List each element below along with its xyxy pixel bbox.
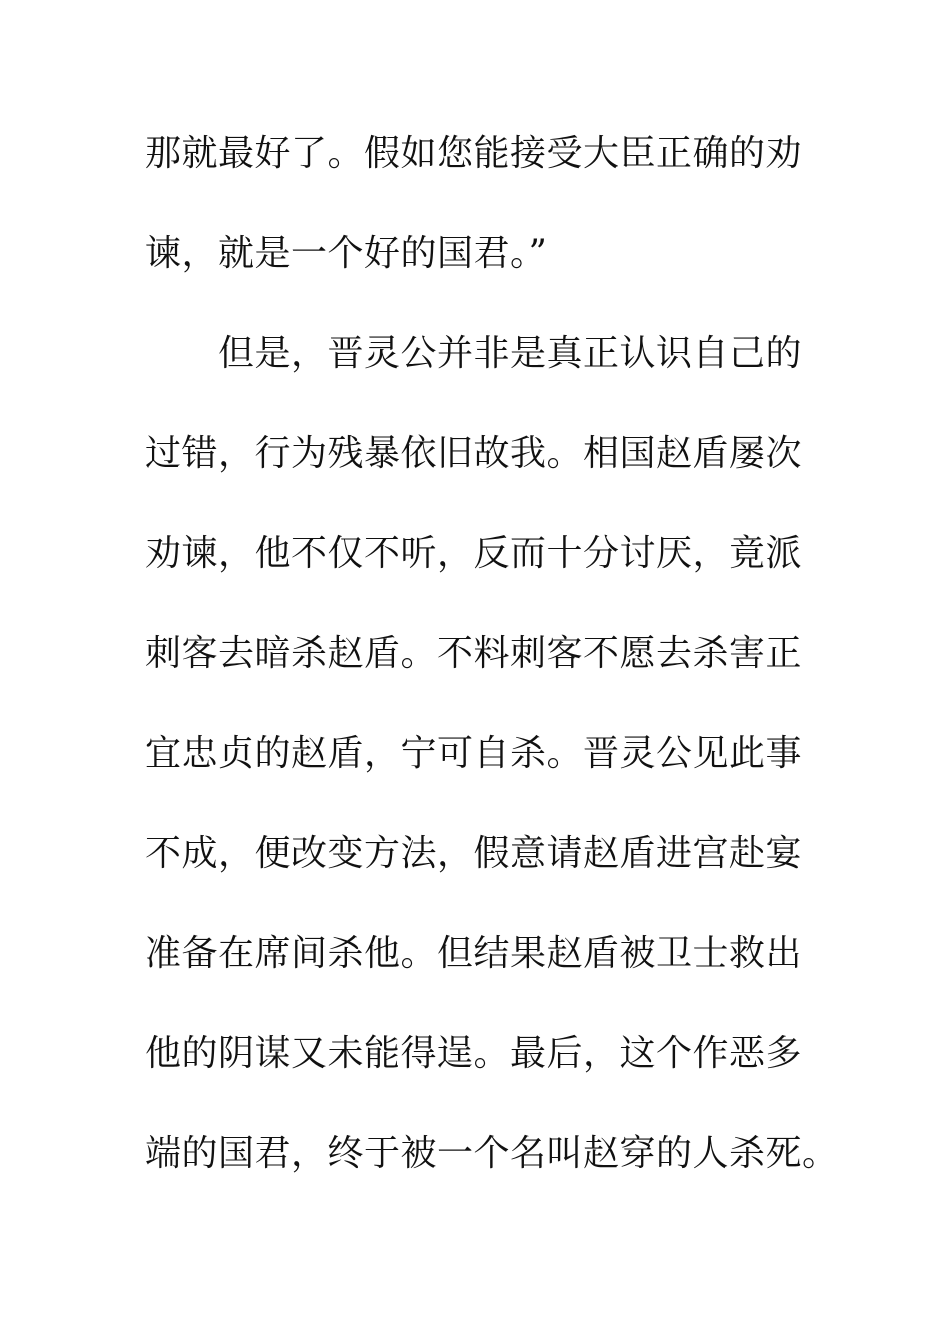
text-line: 准备在席间杀他。但结果赵盾被卫士救出 — [145, 933, 803, 974]
body-text — [145, 126, 839, 1226]
text-line: 谏，就是一个好的国君。” — [145, 233, 548, 274]
text-line: 刺客去暗杀赵盾。不料刺客不愿去杀害正 — [145, 633, 803, 674]
paragraph-start-line: 但是，晋灵公并非是真正认识自己的 — [145, 333, 803, 374]
text-line: 不成，便改变方法，假意请赵盾进宫赴宴 — [145, 833, 803, 874]
text-line: 那就最好了。假如您能接受大臣正确的劝 — [145, 133, 803, 174]
text-line: 端的国君，终于被一个名叫赵穿的人杀死。 — [145, 1133, 839, 1174]
text-line: 宜忠贞的赵盾，宁可自杀。晋灵公见此事 — [145, 733, 803, 774]
text-line: 过错，行为残暴依旧故我。相国赵盾屡次 — [145, 433, 803, 474]
text-line: 劝谏，他不仅不听，反而十分讨厌，竟派 — [145, 533, 803, 574]
text-line: 他的阴谋又未能得逞。最后，这个作恶多 — [145, 1033, 803, 1074]
